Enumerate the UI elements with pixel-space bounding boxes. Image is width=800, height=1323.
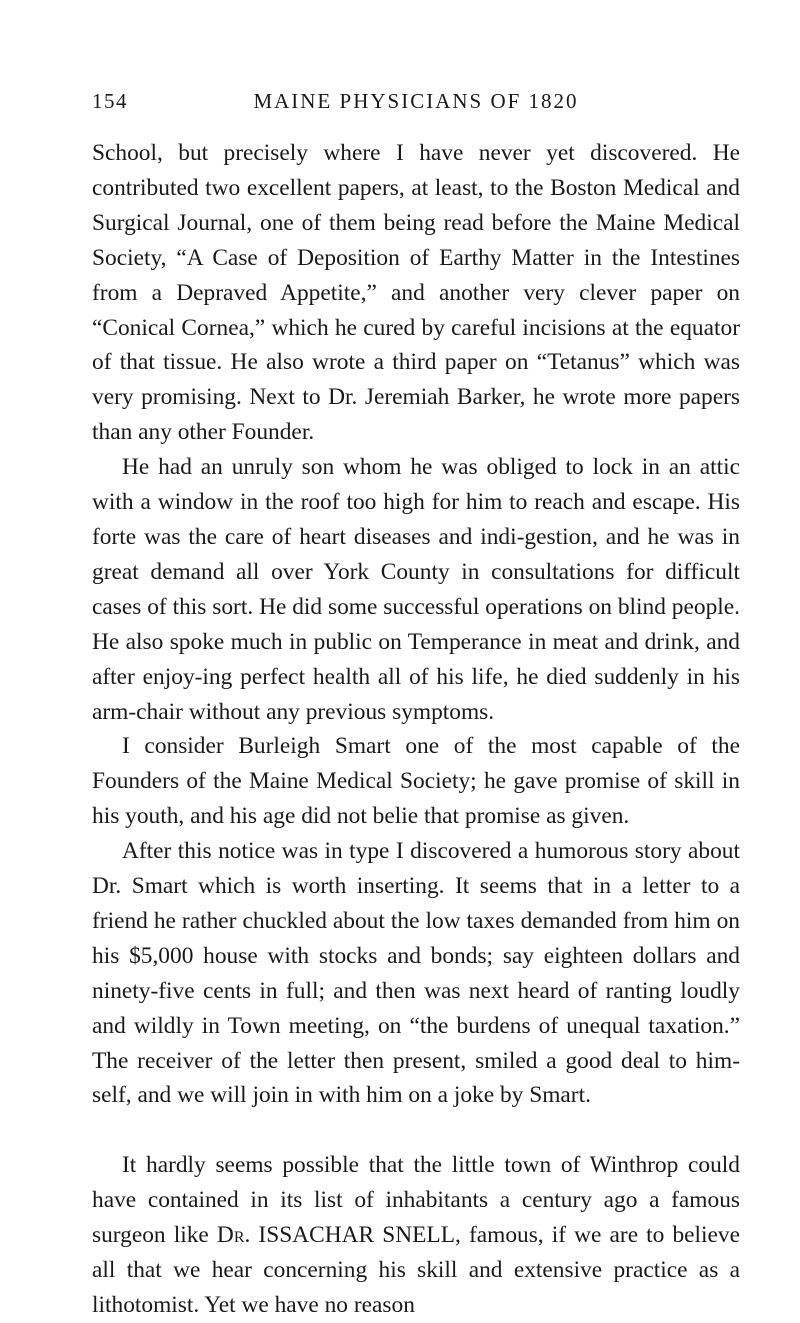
running-title: MAINE PHYSICIANS OF 1820 [253, 89, 579, 113]
paragraph-5 [92, 1148, 740, 1323]
paragraph-1: School, but precisely where I have never yet discovered. He contributed two excellent papers, at least, to the Boston Medical and Surgical Journal, one of them being read before the Maine Medical Society, “A Case of Deposition of Earthy Matter in the Intestines from a Depraved Appetite,” and another very clever paper on “Conical Cornea,” which he cured by careful incisions at the equator of that tissue. He also wrote a third paper on “Tetanus” which was very promising. Next to Dr. Jeremiah Barker, he wrote more papers than any other Founder. [92, 140, 740, 446]
person-name: Dr. ISSACHAR SNELL [216, 1222, 455, 1249]
body-text [92, 136, 740, 1323]
running-header [92, 89, 740, 119]
page-number: 154 [92, 89, 128, 113]
paragraph-5-rest: , famous, if we are to believe all that we hear concerning his skill and extensive practice as a lithotomist. Yet we have no reason [92, 1222, 741, 1318]
paragraph-3: I consider Burleigh Smart one of the most capable of the Founders of the Maine Medical Society; he gave promise of skill in his youth, and his age did not belie that promise as given. [92, 733, 740, 830]
paragraph-4: After this notice was in type I discovered a humorous story about Dr. Smart which is worth inserting. It seems that in a letter to a friend he rather chuckled about the low taxes demanded from him on his $5,000 house with stocks and bonds; say eighteen dollars and ninety-five cents in full; and then was next heard of ranting loudly and wildly in Town meeting, on “the burdens of unequal taxation.” The receiver of the letter then present, smiled a good deal to him-self, and we will join in with him on a joke by Smart. [92, 838, 740, 1109]
paragraph-2: He had an unruly son whom he was obliged to lock in an attic with a window in the roof too high for him to reach and escape. His forte was the care of heart diseases and indi-gestion, and he was in great demand all over York County in consultations for difficult cases of this sort. He did some successful operations on blind people. He also spoke much in public on Temperance in meat and drink, and after enjoy-ing perfect health all of his life, he died suddenly in his arm-chair without any previous symptoms. [92, 454, 740, 725]
paragraph-5-lead: It hardly seems possible that the little town of Winthrop could have contained in its list of inhabitants a century ago a famous surgeon like [92, 1152, 740, 1249]
